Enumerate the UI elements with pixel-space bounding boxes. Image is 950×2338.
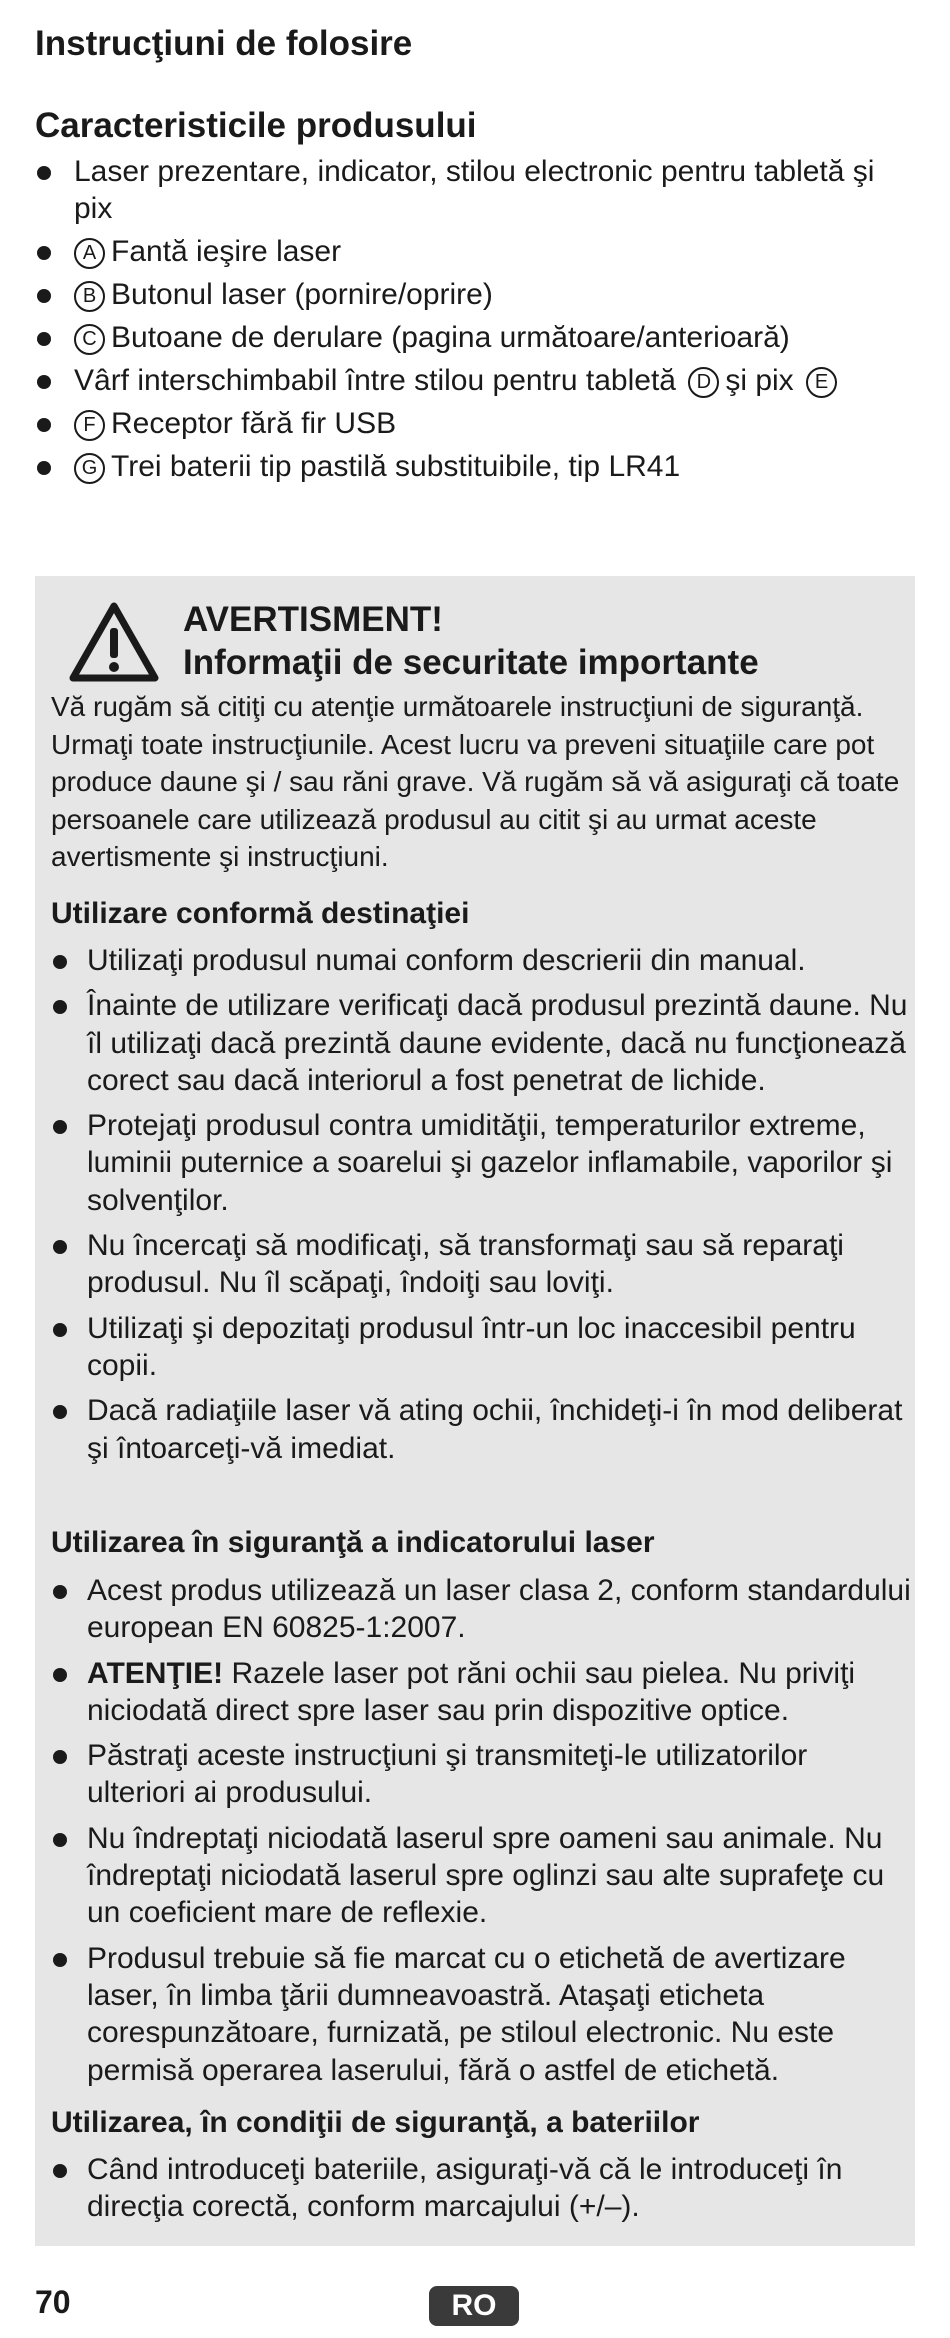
list-item [51,1820,911,1932]
marker-a-icon: A [74,238,105,269]
list-item-text: Utilizaţi şi depozitaţi produsul într-un loc inaccesibil pentru copii. [87,1311,856,1382]
feature-text: Fantă ieşire laser [111,235,342,268]
list-item [51,1940,911,2089]
features-list [35,153,920,491]
page-title: Instrucţiuni de folosire [35,24,413,63]
bullet-icon [53,1833,67,1847]
language-badge: RO [429,2286,519,2326]
marker-f-icon: F [74,410,105,441]
bullet-icon [53,1405,67,1419]
bullet-icon [37,332,51,346]
list-item [51,1737,911,1812]
list-item-text: Protejaţi produsul contra umidităţii, temperaturilor extreme, luminii puternice a soarelui şi gazelor inflamabile, vaporilor şi solvenţilor. [87,1109,893,1217]
section-heading: Utilizarea în siguranţă a indicatorului laser [51,1526,655,1559]
list-item [51,1227,911,1302]
list-item-text: Produsul trebuie să fie marcat cu o etichetă de avertizare laser, în limba ţării dumneavoastră. Ataşaţi eticheta corespunzătoare, furnizată, pe stiloul electronic. Nu este permisă operarea laserului, fără o astfel de etichetă. [87,1941,846,2087]
marker-c-icon: C [74,324,105,355]
feature-item [35,362,920,399]
feature-text-2: şi pix [725,364,794,397]
list-item [51,942,911,979]
warning-title [183,598,759,684]
section-list [51,2151,911,2234]
list-item [51,987,911,1099]
feature-item [35,276,920,313]
list-item-text: Acest produs utilizează un laser clasa 2, conform standardului european EN 60825-1:2007. [87,1574,911,1645]
bullet-icon [37,461,51,475]
feature-item [35,233,920,270]
feature-text: Trei baterii tip pastilă substituibile, tip LR41 [111,450,681,483]
list-item [51,1392,911,1467]
list-item [51,1107,911,1219]
section-list [51,942,911,1475]
list-item-text: Razele laser pot răni ochii sau pielea. Nu priviţi niciodată direct spre laser sau prin dispozitive optice. [87,1656,856,1727]
feature-text: Vârf interschimbabil între stilou pentru tabletă [74,364,676,397]
bullet-icon [37,418,51,432]
marker-g-icon: G [74,453,105,484]
bullet-icon [53,1750,67,1764]
bullet-icon [37,166,51,180]
warning-title-line2: Informaţii de securitate importante [183,643,759,682]
list-item-emphasis: ATENŢIE! [87,1656,224,1690]
warning-intro: Vă rugăm să citiţi cu atenţie următoarele instrucţiuni de siguranţă. Urmaţi toate instrucţiunile. Acest lucru va preveni situaţiile care pot produce daune şi / sau răni grave. Vă rugăm să vă asiguraţi că toate persoanele care utilizează produsul au citit şi au urmat aceste avertismente şi instrucţiuni. [51,691,900,872]
list-item-text: Când introduceţi bateriile, asiguraţi-vă că le introduceţi în direcţia corectă, conform marcajului (+/–). [87,2153,843,2224]
list-item-text: Înainte de utilizare verificaţi dacă produsul prezintă daune. Nu îl utilizaţi dacă prezintă daune evidente, dacă nu funcţionează corect sau dacă interiorul a fost penetrat de lichide. [87,989,908,1097]
section-list [51,1572,911,2097]
bullet-icon [53,2164,67,2178]
warning-triangle-icon [69,602,159,682]
list-item-text: Dacă radiaţiile laser vă ating ochii, închideţi-i în mod deliberat şi întoarceţi-vă imediat. [87,1394,903,1465]
marker-e-icon: E [806,367,837,398]
list-item-text: Nu îndreptaţi niciodată laserul spre oameni sau animale. Nu îndreptaţi niciodată laserul spre oglinzi sau alte suprafeţe cu un coeficient mare de reflexie. [87,1821,885,1930]
list-item [51,1310,911,1385]
feature-text: Butonul laser (pornire/oprire) [111,278,493,311]
list-item-text: Nu încercaţi să modificaţi, să transformaţi sau să reparaţi produsul. Nu îl scăpaţi, îndoiţi sau loviţi. [87,1229,844,1300]
bullet-icon [37,375,51,389]
feature-text: Receptor fără fir USB [111,407,397,440]
feature-item [35,405,920,442]
feature-item [35,319,920,356]
feature-text: Laser prezentare, indicator, stilou electronic pentru tabletă şi pix [74,155,875,225]
list-item [51,1655,911,1730]
list-item [51,2151,911,2226]
section-heading: Utilizarea, în condiţii de siguranţă, a bateriilor [51,2106,700,2139]
bullet-icon [53,1953,67,1967]
bullet-icon [53,955,67,969]
list-item-text: Utilizaţi produsul numai conform descrierii din manual. [87,944,806,977]
warning-box [35,576,915,2246]
list-item [51,1572,911,1647]
marker-b-icon: B [74,281,105,312]
bullet-icon [37,289,51,303]
feature-item [35,153,920,227]
list-item-text: Păstraţi aceste instrucţiuni şi transmiteţi-le utilizatorilor ulteriori ai produsului. [87,1739,808,1810]
bullet-icon [53,1668,67,1682]
features-title: Caracteristicile produsului [35,106,477,145]
bullet-icon [53,1000,67,1014]
feature-text: Butoane de derulare (pagina următoare/anterioară) [111,321,790,354]
section-heading: Utilizare conformă destinaţiei [51,897,470,930]
marker-d-icon: D [688,367,719,398]
bullet-icon [53,1240,67,1254]
bullet-icon [53,1585,67,1599]
feature-item [35,448,920,485]
page-number: 70 [35,2284,71,2320]
warning-title-line1: AVERTISMENT! [183,600,443,639]
bullet-icon [53,1120,67,1134]
bullet-icon [53,1323,67,1337]
bullet-icon [37,246,51,260]
